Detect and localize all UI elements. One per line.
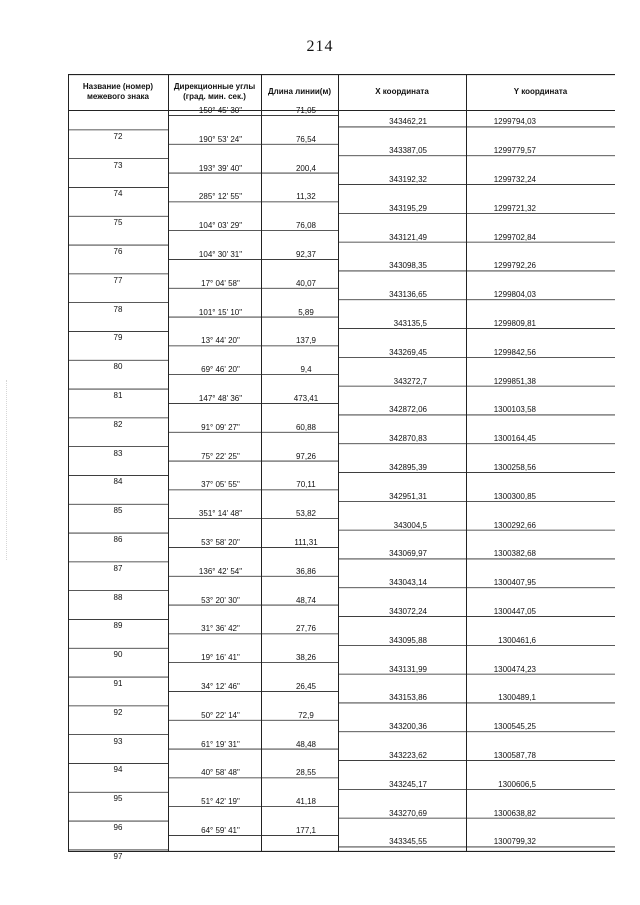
direction-angle-cell: 40° 58' 48" [201, 768, 240, 778]
mark-name-cell: 92 [113, 707, 123, 717]
y-coordinate-cell: 1299809,81 [493, 319, 536, 329]
direction-angle-cell: 34° 12' 46" [201, 681, 240, 691]
mark-name-cell: 74 [113, 189, 123, 199]
x-coordinate-cell: 343192,32 [389, 175, 427, 185]
header-x-coordinate: X координата [375, 87, 429, 96]
x-coordinate-cell: 343200,36 [389, 722, 427, 732]
mark-name-cell: 94 [113, 765, 123, 775]
direction-angle-cell: 37° 05' 55" [201, 480, 240, 490]
direction-angle-cell: 17° 04' 58" [201, 278, 240, 288]
y-coordinate-cell: 1300638,82 [493, 808, 536, 818]
y-coordinate-cell: 1300300,85 [493, 491, 536, 501]
line-length-cell: 53,82 [295, 509, 317, 519]
mark-name-cell: 90 [113, 650, 123, 660]
mark-name-cell: 82 [113, 419, 123, 429]
y-coordinate-cell: 1300587,78 [493, 751, 536, 761]
line-length-cell: 70,11 [296, 480, 316, 490]
y-coordinate-cell: 1299702,84 [493, 232, 536, 242]
x-coordinate-cell: 343136,65 [389, 290, 427, 300]
x-coordinate-cell: 343098,35 [389, 261, 427, 271]
line-length-cell: 97,26 [295, 451, 317, 461]
direction-angle-cell: 104° 30' 31" [198, 249, 243, 259]
line-length-cell: 76,54 [295, 134, 317, 144]
line-length-cell: 48,48 [295, 739, 317, 749]
x-coordinate-cell: 343135,5 [393, 319, 427, 329]
y-coordinate-cell: 1300164,45 [493, 434, 536, 444]
mark-name-cell: 95 [113, 794, 123, 804]
line-length-cell: 72,9 [298, 710, 314, 720]
x-coordinate-cell: 343269,45 [389, 347, 427, 357]
line-length-cell: 48,74 [295, 595, 317, 605]
mark-name-cell: 72 [113, 131, 123, 141]
x-coordinate-cell: 342951,31 [389, 491, 427, 501]
x-coordinate-cell: 343153,86 [389, 693, 427, 703]
y-coordinate-cell: 1299779,57 [493, 146, 536, 156]
x-coordinate-cell: 343245,17 [389, 779, 427, 789]
direction-angle-cell: 193° 39' 40" [198, 163, 243, 173]
y-coordinate-cell: 1300292,66 [493, 520, 536, 530]
direction-angle-cell: 101° 15' 10" [198, 307, 243, 317]
y-coordinate-cell: 1299804,03 [493, 290, 536, 300]
x-coordinate-cell: 343121,49 [389, 232, 427, 242]
mark-name-cell: 84 [113, 477, 123, 487]
x-coordinate-cell: 343387,05 [389, 146, 427, 156]
header-mark-name: Название (номер) межевого знака [82, 82, 154, 101]
line-length-cell: 41,18 [295, 797, 317, 807]
direction-angle-cell: 285° 12' 55" [198, 192, 243, 202]
direction-angle-cell: 351° 14' 48" [198, 509, 243, 519]
mark-name-cell: 89 [113, 621, 123, 631]
x-coordinate-cell: 343345,55 [389, 837, 427, 847]
scan-margin-marks [6, 380, 9, 560]
mark-name-cell: 76 [113, 247, 123, 257]
y-coordinate-cell: 1300103,58 [493, 405, 536, 415]
line-length-cell: 36,86 [295, 566, 317, 576]
mark-name-cell: 86 [113, 535, 123, 545]
header-direction-angle: Дирекционные углы (град. мин. сек.) [173, 82, 256, 101]
y-coordinate-cell: 1300545,25 [493, 722, 536, 732]
y-coordinate-cell: 1299842,56 [493, 347, 536, 357]
x-coordinate-cell: 343131,99 [389, 664, 427, 674]
direction-angle-cell: 147° 48' 36" [198, 393, 243, 403]
line-length-cell: 200,4 [295, 163, 317, 173]
line-length-cell: 92,37 [295, 249, 317, 259]
x-coordinate-cell: 343095,88 [389, 635, 427, 645]
line-length-cell: 60,88 [295, 422, 317, 432]
y-coordinate-cell: 1299732,24 [493, 175, 536, 185]
mark-name-cell: 79 [113, 333, 123, 343]
direction-angle-cell: 190° 53' 24" [198, 134, 243, 144]
y-coordinate-cell: 1300258,56 [493, 463, 536, 473]
line-length-cell: 26,45 [295, 681, 317, 691]
direction-angle-cell: 104° 03' 29" [198, 221, 243, 231]
x-coordinate-cell: 342895,39 [389, 463, 427, 473]
page-number: 214 [306, 38, 334, 55]
boundary-marks-table [68, 74, 615, 861]
direction-angle-cell: 13° 44' 20" [201, 336, 240, 346]
mark-name-cell: 97 [113, 851, 123, 861]
direction-angle-cell: 69° 46' 20" [201, 365, 240, 375]
direction-angle-cell: 53° 58' 20" [201, 537, 240, 547]
y-coordinate-cell: 1299792,26 [493, 261, 536, 271]
x-coordinate-cell: 343223,62 [389, 751, 427, 761]
line-length-cell: 71,05 [295, 105, 317, 115]
direction-angle-cell: 31° 36' 42" [201, 624, 240, 634]
x-coordinate-cell: 342872,06 [389, 405, 427, 415]
x-coordinate-cell: 342870,83 [389, 434, 427, 444]
y-coordinate-cell: 1300382,68 [493, 549, 536, 559]
y-coordinate-cell: 1299721,32 [493, 203, 536, 213]
mark-name-cell: 81 [113, 391, 123, 401]
line-length-cell: 111,31 [294, 537, 318, 547]
y-coordinate-cell: 1300474,23 [493, 664, 536, 674]
direction-angle-cell: 64° 59' 41" [201, 825, 240, 835]
y-coordinate-cell: 1300407,95 [493, 578, 536, 588]
mark-name-cell: 80 [113, 362, 123, 372]
x-coordinate-cell: 343195,29 [389, 203, 427, 213]
line-length-cell: 40,07 [295, 278, 317, 288]
direction-angle-cell: 61° 19' 31" [201, 739, 240, 749]
direction-angle-cell: 53° 20' 30" [201, 595, 240, 605]
y-coordinate-cell: 1300799,32 [493, 837, 536, 847]
line-length-cell: 473,41 [293, 393, 319, 403]
x-coordinate-cell: 343069,97 [389, 549, 427, 559]
mark-name-cell: 96 [113, 823, 123, 833]
direction-angle-cell: 75° 22' 25" [201, 451, 240, 461]
y-coordinate-cell: 1299851,38 [493, 376, 536, 386]
x-coordinate-cell: 343004,5 [393, 520, 427, 530]
mark-name-cell: 83 [113, 448, 123, 458]
line-length-cell: 5,89 [298, 307, 314, 317]
mark-name-cell: 93 [113, 736, 123, 746]
mark-name-cell: 88 [113, 592, 123, 602]
direction-angle-cell: 91° 09' 27" [201, 422, 240, 432]
direction-angle-cell: 50° 22' 14" [201, 710, 240, 720]
direction-angle-cell: 51° 42' 19" [201, 797, 240, 807]
mark-name-cell: 78 [113, 304, 123, 314]
x-coordinate-cell: 343272,7 [393, 376, 427, 386]
line-length-cell: 28,55 [295, 768, 317, 778]
mark-name-cell: 85 [113, 506, 123, 516]
y-coordinate-cell: 1300461,6 [498, 635, 536, 645]
y-coordinate-cell: 1300606,5 [498, 779, 536, 789]
y-coordinate-cell: 1299794,03 [493, 117, 536, 127]
x-coordinate-cell: 343072,24 [389, 607, 427, 617]
mark-name-cell: 91 [113, 679, 123, 689]
line-length-cell: 177,1 [295, 825, 317, 835]
x-coordinate-cell: 343462,21 [389, 117, 427, 127]
mark-name-cell: 77 [113, 275, 123, 285]
line-length-cell: 11,32 [296, 192, 316, 202]
direction-angle-cell: 150° 45' 30" [198, 105, 243, 115]
direction-angle-cell: 136° 42' 54" [198, 566, 243, 576]
x-coordinate-cell: 343270,69 [389, 808, 427, 818]
mark-name-cell: 73 [113, 160, 123, 170]
line-length-cell: 27,76 [295, 624, 317, 634]
y-coordinate-cell: 1300447,05 [493, 607, 536, 617]
line-length-cell: 38,26 [295, 653, 317, 663]
y-coordinate-cell: 1300489,1 [498, 693, 536, 703]
mark-name-cell: 87 [113, 563, 123, 573]
line-length-cell: 9,4 [300, 365, 312, 375]
direction-angle-cell: 19° 16' 41" [201, 653, 240, 663]
mark-name-cell: 75 [113, 218, 123, 228]
x-coordinate-cell: 343043,14 [389, 578, 427, 588]
header-line-length: Длина линии(м) [267, 87, 332, 96]
line-length-cell: 137,9 [295, 336, 317, 346]
header-y-coordinate: Y координата [513, 87, 568, 96]
line-length-cell: 76,08 [295, 221, 317, 231]
